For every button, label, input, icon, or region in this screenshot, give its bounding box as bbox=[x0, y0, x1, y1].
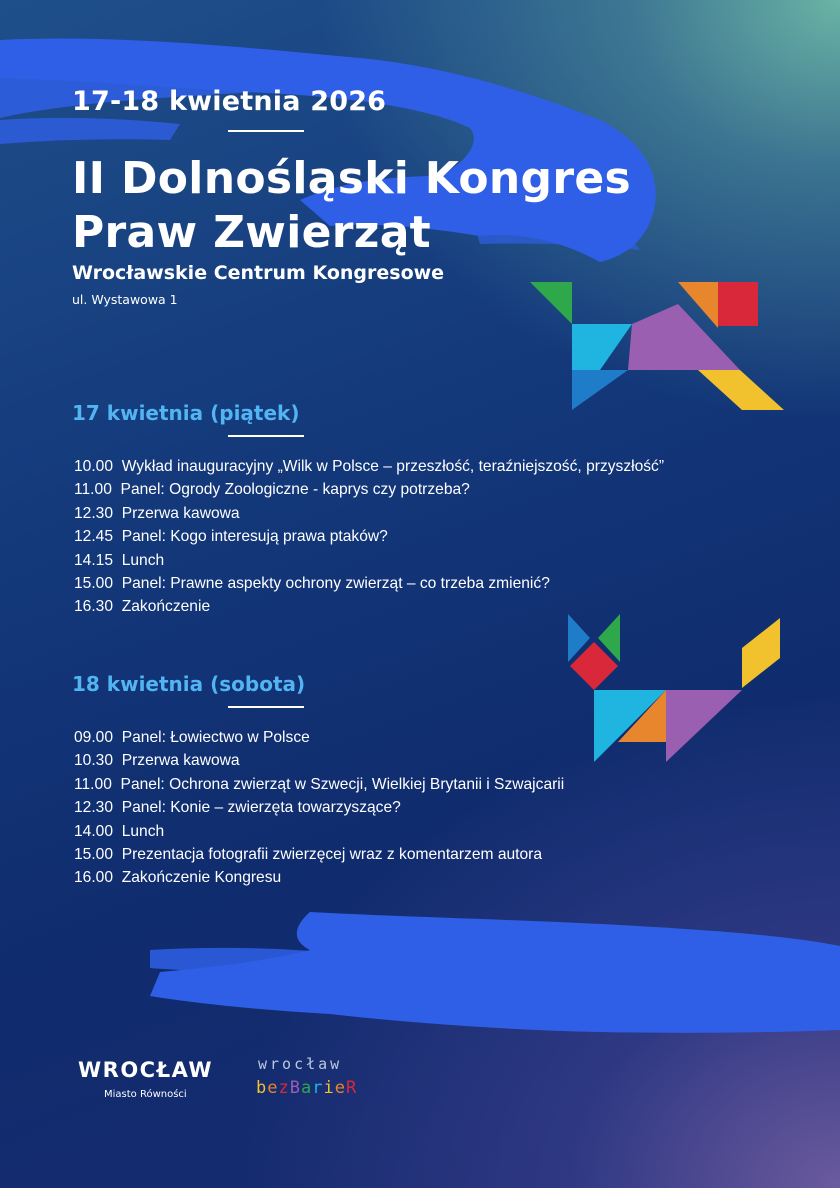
list-item: 14.15 Lunch bbox=[74, 551, 165, 569]
bez-barier-logo-top: wrocław bbox=[258, 1055, 343, 1073]
tangram-cat-icon bbox=[566, 612, 786, 766]
list-item: 15.00 Prezentacja fotografii zwierzęcej wraz z komentarzem autora bbox=[74, 845, 543, 863]
list-item: 12.30 Przerwa kawowa bbox=[74, 504, 240, 522]
list-item: 16.30 Zakończenie bbox=[74, 598, 211, 616]
venue-address: ul. Wystawowa 1 bbox=[72, 292, 178, 307]
list-item: 12.30 Panel: Konie – zwierzęta towarzyszące? bbox=[74, 799, 401, 817]
list-item: 16.00 Zakończenie Kongresu bbox=[74, 869, 282, 887]
list-item: 15.00 Panel: Prawne aspekty ochrony zwierząt – co trzeba zmienić? bbox=[74, 574, 550, 592]
list-item: 14.00 Lunch bbox=[74, 822, 165, 840]
day1-schedule bbox=[74, 455, 664, 619]
tangram-dog-icon bbox=[528, 278, 788, 414]
day1-underline bbox=[228, 435, 304, 437]
title-line-2: Praw Zwierząt bbox=[72, 207, 432, 258]
list-item: 11.00 Panel: Ochrona zwierząt w Szwecji, Wielkiej Brytanii i Szwajcarii bbox=[74, 775, 565, 793]
event-date: 17-18 kwietnia 2026 bbox=[72, 86, 387, 117]
day2-heading: 18 kwietnia (sobota) bbox=[72, 672, 306, 696]
list-item: 09.00 Panel: Łowiectwo w Polsce bbox=[74, 729, 310, 746]
wroclaw-logo: WROCŁAW bbox=[78, 1058, 214, 1082]
date-underline bbox=[228, 130, 304, 132]
page-title bbox=[72, 152, 631, 260]
day1-heading: 17 kwietnia (piątek) bbox=[72, 401, 300, 425]
list-item: 11.00 Panel: Ogrody Zoologiczne - kaprys czy potrzeba? bbox=[74, 481, 470, 499]
list-item: 10.30 Przerwa kawowa bbox=[74, 752, 240, 770]
list-item: 12.45 Panel: Kogo interesują prawa ptaków? bbox=[74, 528, 388, 546]
wroclaw-logo-subtitle: Miasto Równości bbox=[104, 1089, 187, 1100]
day2-underline bbox=[228, 706, 304, 708]
title-line-1: II Dolnośląski Kongres bbox=[72, 153, 631, 204]
venue-name: Wrocławskie Centrum Kongresowe bbox=[72, 262, 445, 284]
list-item: 10.00 Wykład inauguracyjny „Wilk w Polsce – przeszłość, teraźniejszość, przyszłość” bbox=[74, 458, 665, 475]
day2-schedule bbox=[74, 726, 564, 890]
bez-barier-logo: bezBarieR bbox=[256, 1078, 358, 1098]
